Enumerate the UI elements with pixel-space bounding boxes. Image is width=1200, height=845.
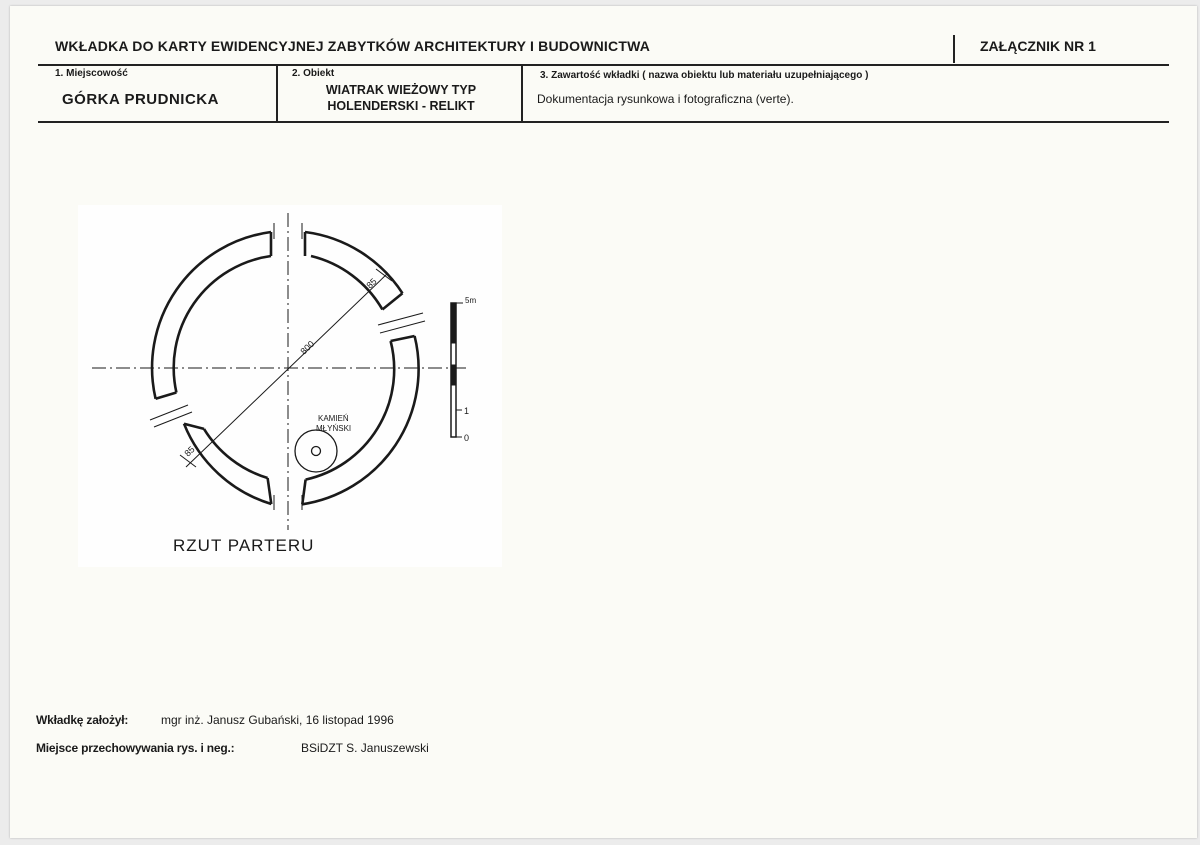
header-rule — [38, 64, 1169, 66]
scale-top-label: 5m — [465, 296, 477, 305]
author-row — [36, 713, 394, 727]
millstone-outer — [295, 430, 337, 472]
locality-value: GÓRKA PRUDNICKA — [62, 91, 219, 108]
contents-label: 3. Zawartość wkładki ( nazwa obiektu lub materiału uzupełniającego ) — [540, 70, 869, 81]
field-divider-1 — [276, 65, 278, 122]
diameter-label: 800 — [298, 338, 317, 357]
wall-thickness-label-bottom: 85 — [182, 444, 197, 459]
millstone-hole — [312, 447, 321, 456]
storage-row — [36, 741, 429, 755]
annex-number: ZAŁĄCZNIK NR 1 — [980, 38, 1096, 54]
storage-value: BSiDZT S. Januszewski — [301, 741, 429, 755]
header-divider — [953, 35, 955, 63]
millstone-label-line1: KAMIEŃ — [318, 414, 349, 423]
storage-label: Miejsce przechowywania rys. i neg.: — [36, 741, 235, 755]
drawing-caption: RZUT PARTERU — [173, 536, 315, 555]
contents-value: Dokumentacja rysunkowa i fotograficzna (verte). — [537, 92, 794, 106]
object-value-line2: HOLENDERSKI - RELIKT — [327, 99, 475, 113]
millstone-label-line2: MŁYŃSKI — [316, 424, 352, 433]
wall-thickness-label-top: 85 — [364, 276, 379, 291]
scale-bar — [451, 303, 463, 437]
floor-plan-drawing — [78, 205, 502, 567]
floor-plan-svg — [78, 205, 502, 567]
author-value: mgr inż. Janusz Gubański, 16 listopad 1996 — [161, 713, 394, 727]
author-label: Wkładkę założył: — [36, 713, 129, 727]
scale-bottom-label: 0 — [464, 433, 470, 443]
object-value-line1: WIATRAK WIEŻOWY TYP — [325, 83, 477, 97]
object-value — [283, 82, 519, 114]
locality-label: 1. Miejscowość — [55, 68, 128, 79]
document-title: WKŁADKA DO KARTY EWIDENCYJNEJ ZABYTKÓW ARCHITEKTURY I BUDOWNICTWA — [55, 38, 651, 54]
fields-rule — [38, 121, 1169, 123]
field-divider-2 — [521, 65, 523, 122]
center-axes — [92, 213, 466, 530]
object-label: 2. Obiekt — [292, 68, 335, 79]
scale-mid-label: 1 — [464, 406, 470, 416]
